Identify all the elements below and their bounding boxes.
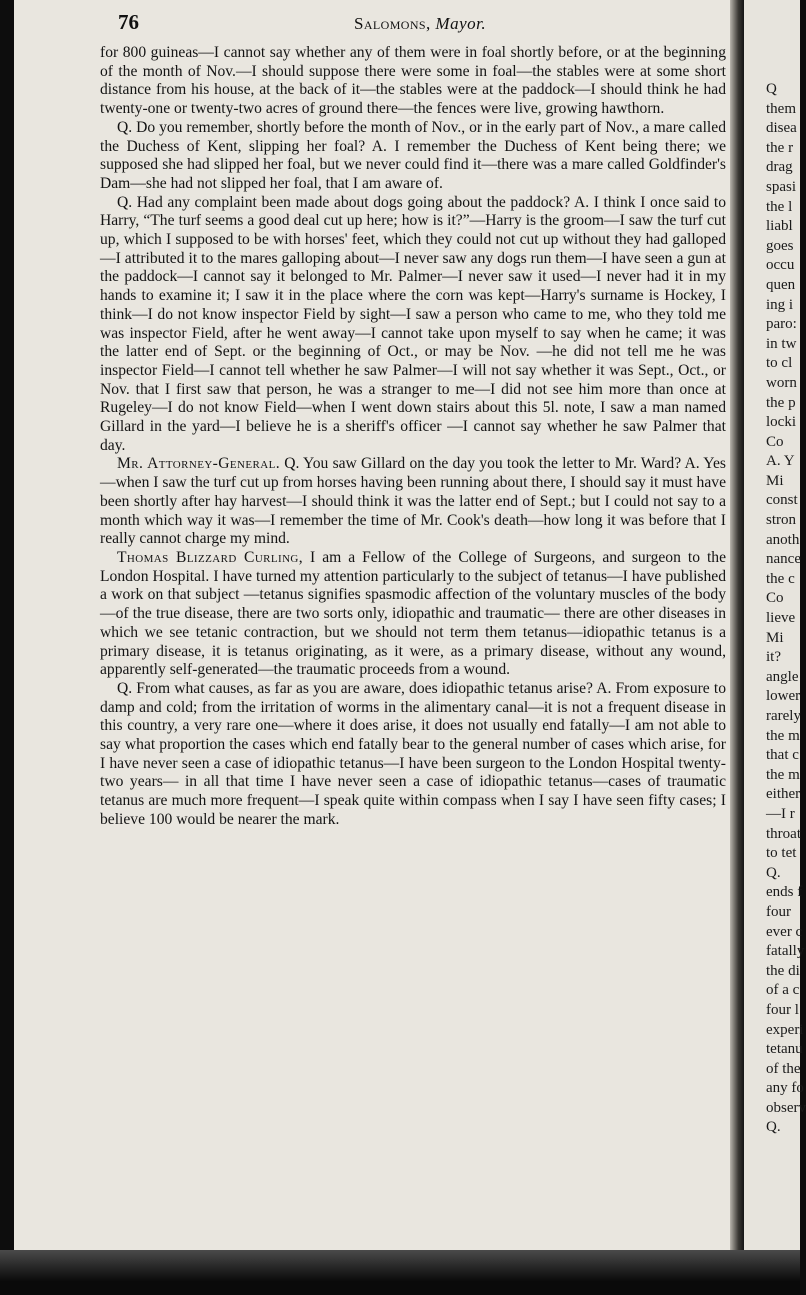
page-number: 76 [118, 10, 139, 34]
facing-page-line: nance [766, 551, 801, 568]
running-head-title: Mayor. [435, 14, 487, 33]
facing-page-line: Q. [766, 1119, 781, 1136]
facing-page-line: either [766, 786, 801, 803]
facing-page-line: Q. [766, 864, 781, 881]
facing-page-line: four l [766, 1001, 799, 1018]
paragraph-3: Q. Had any complaint been made about dogs going about the paddock? A. I think I once said to Harry, “The turf seems a good deal cut up here; how is it?”—Harry is the groom—I saw the turf cut up, which I supposed to be with horses' feet, which they could not cut up without they had galloped—I attributed it to the mares galloping about—I never saw any dogs run them—I have seen a gun at the paddock—I cannot say it belonged to Mr. Palmer—I never saw it used—I never had it in my hands to examine it; I saw it in the place where the corn was kept—Harry's surname is Hockey, I think—I do not know inspector Field by sight—I saw a person who came to me, who they told me was inspector Field, after he went away—I cannot take upon myself to say when he came; it was the latter end of Sept. or the beginning of Oct., or may be Nov. —he did not tell me he was inspector Field—I cannot tell whether he saw Palmer—I will not say whether it was Sept., Oct., or Nov. that I first saw that person, he was a stranger to me—I did not see him more than once at Rugeley—I do not know Field—when I went down stairs about this 5l. note, I saw a man named Gillard in the yard—I believe he is a sheriff's officer —I cannot say whether he saw Palmer that day. [100, 193, 726, 454]
facing-page-line: ever c [766, 923, 803, 940]
facing-page-line: four [766, 903, 791, 920]
page-header [14, 8, 730, 38]
facing-page-line: the p [766, 394, 796, 411]
paragraph-1: for 800 guineas—I cannot say whether any of them were in foal shortly before, or at the beginning of the month of Nov.—I should suppose there were some in foal—the stables were at some short distance from his house, at the back of it—the stables were at the paddock—I should think he had twenty-one or twenty-two acres of ground there—the fences were live, growing hawthorn. [100, 44, 726, 118]
paragraph-5 [100, 549, 726, 680]
facing-page-line: throat [766, 825, 801, 842]
facing-page-line: lower [766, 688, 801, 705]
facing-page-line: quen [766, 276, 796, 293]
body-text [100, 44, 726, 830]
speaker-attorney-general: Mr. Attorney-General. [117, 455, 280, 473]
paragraph-5-text: I am a Fellow of the College of Surgeons, and surgeon to the London Hospital. I have turned my attention particularly to the subject of tetanus—I have published a work on that subject —tetanus signifies spasmodic affection of the voluntary muscles of the body —of the true disease, there are two sorts only, idiopathic and traumatic— there are other diseases in which we see tetanic contraction, but we should not term them tetanus—idiopathic tetanus is a primary disease, it is tetanus originating, as it were, as a primary disease, without any wound, apparently self-generated—the traumatic proceeds from a wound. [100, 548, 726, 679]
facing-page-line: ing i [766, 296, 794, 313]
facing-page-line: —I r [766, 805, 795, 822]
scan-bottom-edge [0, 1250, 800, 1295]
facing-page-line: Co [766, 433, 784, 450]
facing-page-line: of a c [766, 982, 800, 999]
facing-page-text [766, 80, 806, 1138]
facing-page-line: Co [766, 590, 784, 607]
facing-page-line: to cl [766, 355, 793, 372]
paragraph-4-text: Q. You saw Gillard on the day you took the letter to Mr. Ward? A. Yes—when I saw the turf cut up from horses having been running about there, I should say it must have been shortly after hay harvest—I should think it was the latter end of Sept.; but I could not say to a month which way it was—I remember the time of Mr. Cook's death—how long it was before that I really cannot charge my mind. [100, 455, 726, 548]
paragraph-6: Q. From what causes, as far as you are aware, does idiopathic tetanus arise? A. From exposure to damp and cold; from the irritation of worms in the alimentary canal—it is not a frequent disease in this country, a very rare one—where it does arise, it does not usually end fatally—I am not able to say what proportion the cases which end fatally bear to the general number of cases which arise, for I have never seen a case of idiopathic tetanus—I have been surgeon to the London Hospital twenty-two years— in all that time I have never seen a case of idiopathic tetanus—cases of traumatic tetanus are much more frequent—I speak quite within compass when I say I have seen fifty cases; I believe 100 would be nearer the mark. [100, 679, 726, 828]
facing-page-line: rarely [766, 708, 801, 724]
facing-page-line: disea [766, 120, 797, 137]
facing-page-line: paro: [766, 316, 797, 333]
facing-page-line: tetanu [766, 1041, 803, 1058]
facing-page-line: spasi [766, 178, 796, 195]
facing-page-line: const [766, 492, 798, 509]
facing-page-line: in tw [766, 335, 797, 352]
facing-page-line: goes [766, 237, 794, 254]
facing-page-line: occu [766, 257, 795, 274]
facing-page-line: anoth [766, 531, 800, 548]
facing-page-line: liabl [766, 218, 793, 235]
facing-page-line: fatally [766, 943, 805, 960]
paragraph-2: Q. Do you remember, shortly before the month of Nov., or in the early part of Nov., a mare called the Duchess of Kent, slipping her foal? A. I remember the Duchess of Kent being there; we supposed she had slipped her foal, but we never could find it—there was a mare called Goldfinder's Dam—she had not slipped her foal, that I am aware of. [100, 118, 726, 192]
facing-page-line: Q [766, 81, 777, 97]
book-page [14, 0, 730, 1250]
facing-page-line: observ [766, 1099, 806, 1116]
paragraph-4 [100, 455, 726, 549]
facing-page-line: it? [766, 649, 781, 666]
facing-page-line: locki [766, 414, 796, 431]
witness-name: Thomas Blizzard Curling, [117, 548, 304, 566]
facing-page-line: the m [766, 727, 800, 744]
facing-page-line: them [766, 100, 796, 117]
facing-page-line: any fo [766, 1080, 804, 1097]
facing-page-line: lieve [766, 610, 796, 627]
book-gutter [730, 0, 744, 1250]
facing-page-line: the r [766, 139, 794, 156]
facing-page-line: A. Y [766, 453, 795, 470]
facing-page-line: that c [766, 747, 799, 764]
facing-page-line: Mi [766, 629, 784, 646]
facing-page-line: drag [766, 159, 793, 176]
facing-page-line: experi [766, 1021, 804, 1038]
facing-page [744, 0, 806, 1250]
facing-page-line: ends f [766, 884, 803, 901]
facing-page-line: to tet [766, 845, 797, 862]
facing-page-line: the di [766, 962, 800, 979]
facing-page-line: Mi [766, 472, 784, 489]
facing-page-line: of the [766, 1060, 801, 1077]
facing-page-line: stron [766, 512, 796, 529]
facing-page-line: worn [766, 374, 797, 391]
facing-page-line: the l [766, 198, 793, 215]
facing-page-line: angle [766, 668, 799, 685]
facing-page-line: the m [766, 766, 800, 783]
running-head [354, 14, 486, 34]
facing-page-line: the c [766, 570, 795, 587]
running-head-name: Salomons, [354, 14, 431, 33]
